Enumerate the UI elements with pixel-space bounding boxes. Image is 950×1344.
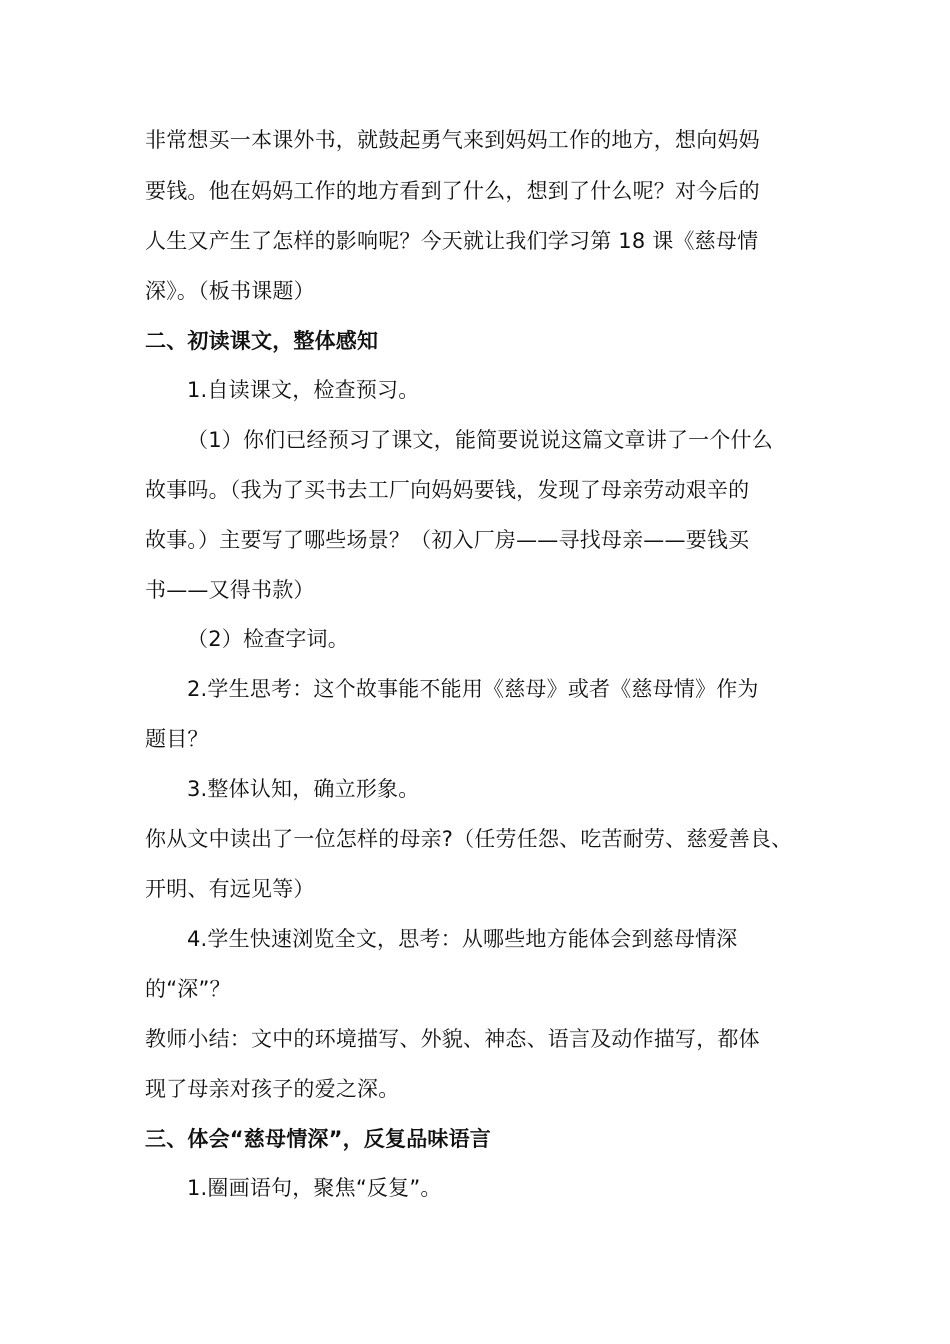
paragraph-line: 1.自读课文，检查预习。 [187,378,420,402]
section-heading: 三、体会“慈母情深”，反复品味语言 [145,1127,492,1151]
paragraph-line: （1）你们已经预习了课文，能简要说说这篇文章讲了一个什么 [187,428,773,452]
paragraph-line: 开明、有远见等） [145,877,315,901]
paragraph-line: 3.整体认知，确立形象。 [187,777,420,801]
paragraph-line: 深》。（板书课题） [145,279,315,303]
paragraph-line: （2）检查字词。 [187,627,349,651]
paragraph-line: 书——又得书款） [145,578,315,602]
paragraph-line: 教师小结：文中的环境描写、外貌、神态、语言及动作描写，都体 [145,1027,760,1051]
paragraph-line: 人生又产生了怎样的影响呢？今天就让我们学习第 18 课《慈母情 [145,229,759,253]
paragraph-line: 要钱。他在妈妈工作的地方看到了什么，想到了什么呢？对今后的 [145,179,760,203]
paragraph-line: 你从文中读出了一位怎样的母亲?（任劳任怨、吃苦耐劳、慈爱善良、 [145,827,793,851]
paragraph-line: 2.学生思考：这个故事能不能用《慈母》或者《慈母情》作为 [187,677,759,701]
paragraph-line: 4.学生快速浏览全文，思考：从哪些地方能体会到慈母情深 [187,927,738,951]
paragraph-line: 1.圈画语句，聚焦“反复”。 [187,1176,442,1200]
paragraph-line: 题目？ [145,727,209,751]
paragraph-line: 故事。）主要写了哪些场景？（初入厂房——寻找母亲——要钱买 [145,528,750,552]
paragraph-line: 非常想买一本课外书，就鼓起勇气来到妈妈工作的地方，想向妈妈 [145,128,760,152]
paragraph-line: 故事吗。（我为了买书去工厂向妈妈要钱，发现了母亲劳动艰辛的 [145,478,750,502]
section-heading: 二、初读课文，整体感知 [145,329,379,353]
paragraph-line: 的“深”？ [145,977,231,1001]
paragraph-line: 现了母亲对孩子的爱之深。 [145,1077,400,1101]
